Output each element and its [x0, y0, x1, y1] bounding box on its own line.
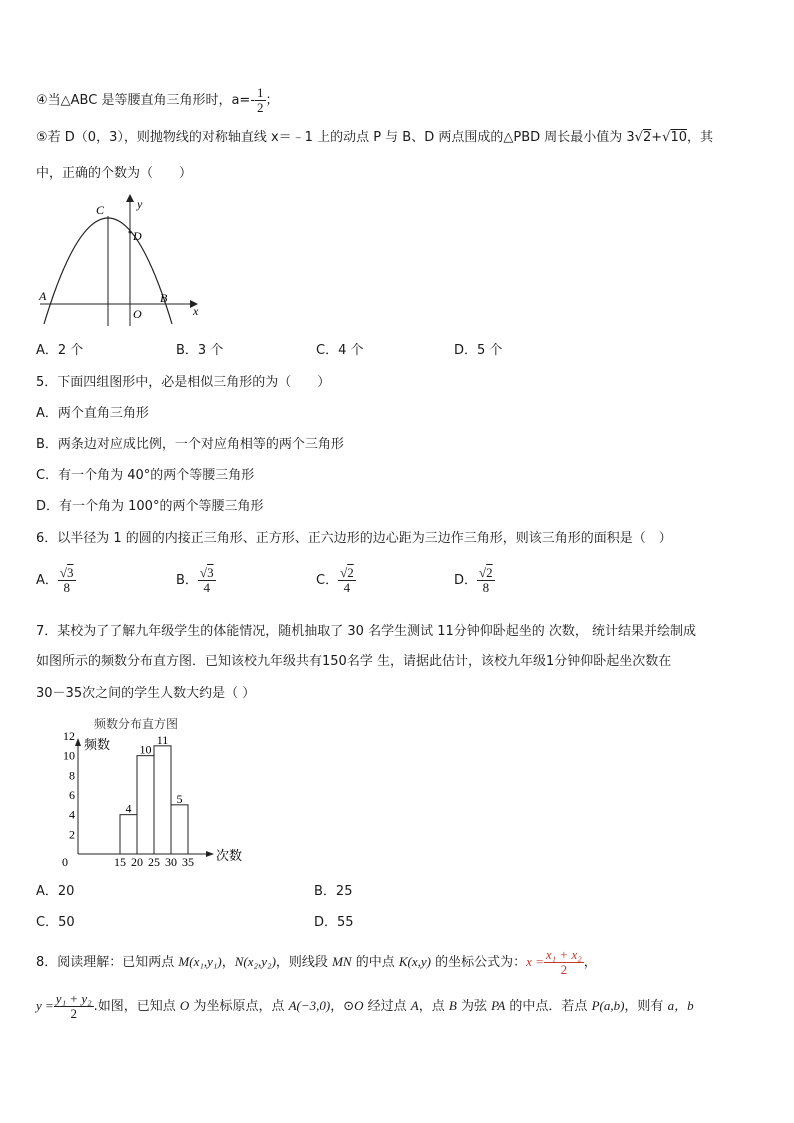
bar-value-label: 5 [176, 791, 183, 806]
q7-option-d[interactable]: D．55 [314, 915, 354, 930]
origin-label: 0 [62, 855, 68, 869]
frequency-histogram [44, 712, 264, 872]
q7-line-3: 30－35次之间的学生人数大约是（ ） [36, 686, 256, 701]
q7-option-a[interactable]: A．20 [36, 884, 75, 899]
q5-option-b[interactable]: B．两条边对应成比例，一个对应角相等的两个三角形 [36, 437, 344, 452]
y-axis-arrow [75, 738, 81, 746]
label-b: B [160, 291, 168, 305]
q5-option-c[interactable]: C．有一个角为 40°的两个等腰三角形 [36, 468, 255, 483]
y-tick-label: 4 [69, 807, 75, 822]
q7-line-2: 如图所示的频数分布直方图．已知该校九年级共有150名学 生，请据此估计，该校九年级1分钟仰卧起坐次数在 [36, 654, 672, 669]
point-d [129, 231, 132, 234]
x-tick-label: 15 [114, 855, 126, 869]
y-tick-label: 10 [63, 748, 75, 763]
label-o: O [133, 307, 142, 321]
q4-statement-4: ④当△ABC 是等腰直角三角形时，a=- $\frac{1}{2}$ ； [36, 85, 279, 115]
q8-line-1: 8．阅读理解：已知两点 M(x₁,y₁)，N(x₂,y₂)，则线段 MN 的中点 K(x,y) 的坐标公式为：x = $\frac{\text{x₁ + x₂}}{2}$ ， [36, 947, 597, 977]
y-tick-label: 6 [69, 788, 75, 802]
x-tick-label: 35 [182, 855, 194, 869]
x-axis-arrow [206, 851, 214, 857]
q8-line-2: y = $\frac{\text{y₁ + y₂}}{2}$ .如图，已知点 O 为坐标原点，点 A(−3,0)，⊙O 经过点 A，点 B 为弦 PA 的中点．若点 P(a,b)，则有 a，b [36, 991, 694, 1021]
q6-option-d[interactable]: D． $\frac{√2}{8}$ [454, 565, 493, 595]
y-tick-label: 2 [69, 827, 75, 842]
histogram-bar [137, 756, 154, 854]
q6-option-a[interactable]: A． $\frac{√3}{8}$ [36, 565, 74, 595]
x-tick-label: 30 [165, 855, 177, 869]
label-x: x [193, 304, 199, 318]
q5-stem: 5．下面四组图形中，必是相似三角形的为（ ） [36, 375, 331, 390]
label-a: A [39, 289, 47, 303]
q4-option-a[interactable]: A．2 个 [36, 343, 84, 358]
q4-option-c[interactable]: C．4 个 [316, 343, 364, 358]
sqrt-symbol: √ [634, 130, 643, 145]
y-axis-label: 频数 [84, 737, 111, 752]
q6-option-b[interactable]: B． $\frac{√3}{4}$ [176, 565, 214, 595]
q4-statement-5: ⑤若 D（0，3），则抛物线的对称轴直线 x＝﹣1 上的动点 P 与 B、D 两点围成的△PBD 周长最小值为 3√2+√10，其 [36, 130, 714, 145]
q4-option-b[interactable]: B．3 个 [176, 343, 224, 358]
x-tick-label: 25 [148, 855, 160, 869]
label-d: D [133, 229, 142, 243]
bar-value-label: 11 [156, 732, 169, 747]
q7-option-b[interactable]: B．25 [314, 884, 353, 899]
q4-option-d[interactable]: D．5 个 [454, 343, 503, 358]
chart-title: 频数分布直方图 [94, 717, 179, 731]
histogram-bar [154, 746, 171, 854]
q7-line-1: 7．某校为了了解九年级学生的体能情况，随机抽取了 30 名学生测试 11分钟仰卧起坐的 次数， 统计结果并绘制成 [36, 624, 697, 639]
parabola-graph [36, 192, 206, 327]
histogram-bar [120, 815, 137, 854]
q4-statement-5-cont: 中，正确的个数为（ ） [36, 166, 193, 181]
x-axis-label: 次数 [216, 848, 243, 863]
label-y: y [137, 197, 143, 211]
y-tick-label: 8 [69, 768, 75, 783]
bar-value-label: 4 [125, 801, 132, 816]
q6-option-c[interactable]: C． $\frac{√2}{4}$ [316, 565, 354, 595]
q5-option-d[interactable]: D．有一个角为 100°的两个等腰三角形 [36, 499, 264, 514]
x-tick-label: 20 [131, 855, 143, 869]
sqrt-symbol: √ [662, 130, 671, 145]
label-c: C [96, 203, 105, 217]
q6-stem: 6．以半径为 1 的圆的内接正三角形、正方形、正六边形的边心距为三边作三角形，则该三角形的面积是（ ） [36, 531, 672, 546]
y-tick-label: 12 [63, 729, 75, 743]
q5-option-a[interactable]: A．两个直角三角形 [36, 406, 149, 421]
q4-fraction: $\frac{1}{2}$ [257, 85, 264, 115]
q7-option-c[interactable]: C．50 [36, 915, 75, 930]
bar-value-label: 10 [139, 742, 152, 757]
histogram-bar [171, 805, 188, 854]
